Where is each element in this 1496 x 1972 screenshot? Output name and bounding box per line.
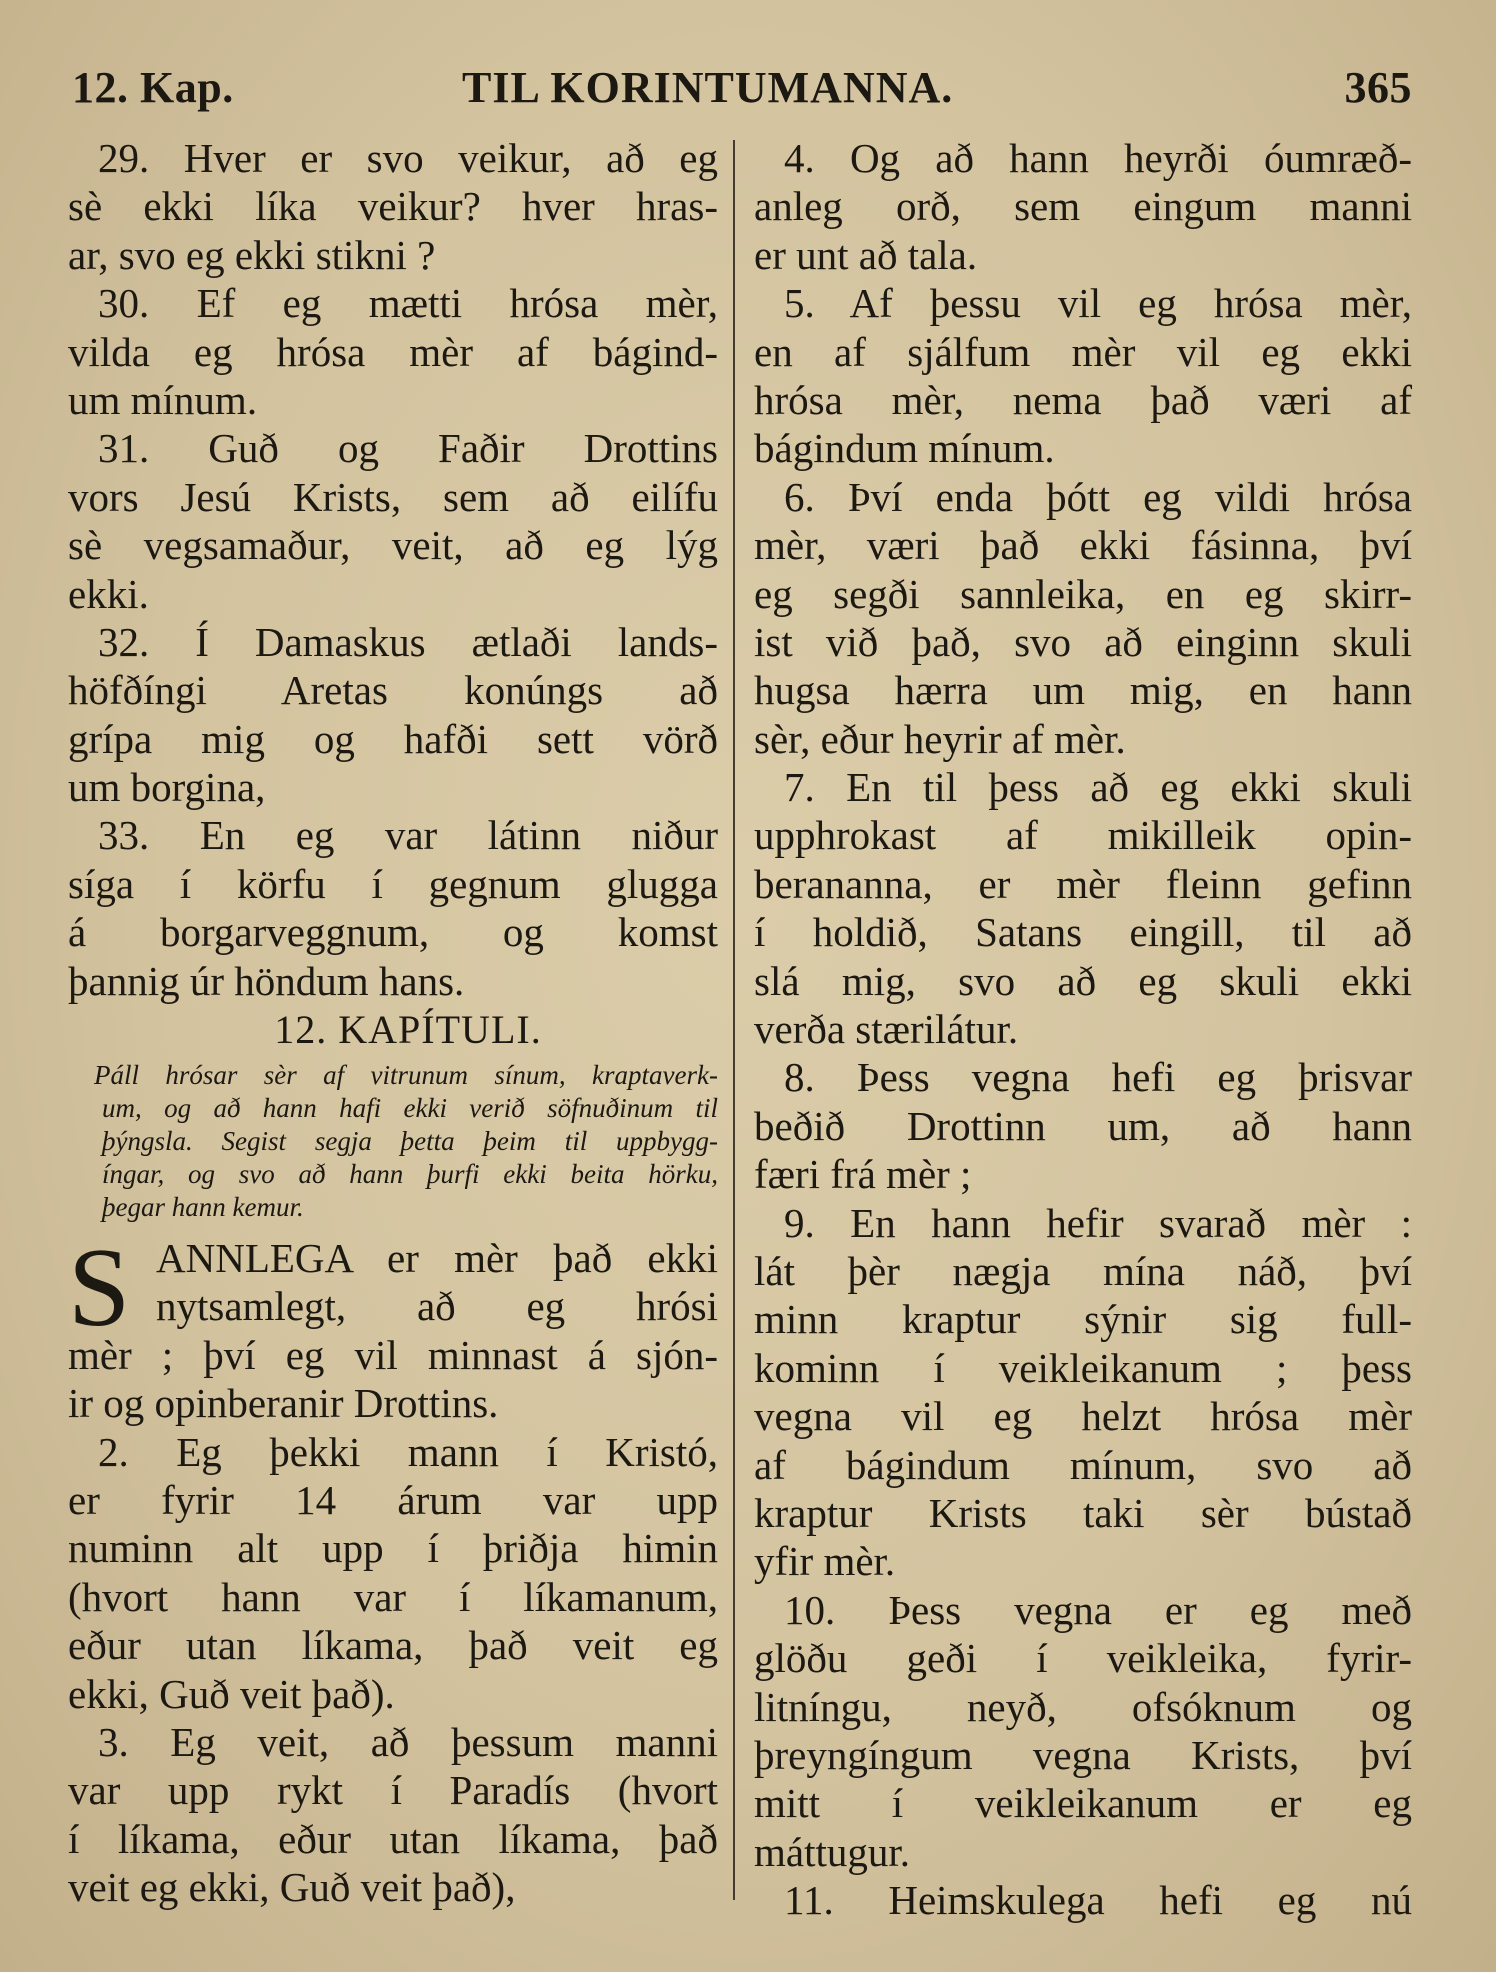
text-line: grípa mig og hafði sett vörð: [68, 715, 718, 762]
text-line: 33. En eg var látinn niður: [98, 812, 718, 859]
text-line: á borgarveggnum, og komst: [68, 909, 718, 956]
text-line: glöðu geði í veikleika, fyrir-: [754, 1635, 1412, 1682]
verse-paragraph: [754, 279, 1412, 473]
text-line: 31. Guð og Faðir Drottins: [98, 425, 718, 472]
text-line: mitt í veikleikanum er eg: [754, 1780, 1412, 1827]
text-line: en af sjálfum mèr vil eg ekki: [754, 328, 1412, 375]
text-line: hugsa hærra um mig, en hann: [754, 667, 1412, 714]
summary-line: um, og að hann hafi ekki verið söfnuðinum til: [102, 1093, 718, 1124]
text-line: sè ekki líka veikur? hver hras-: [68, 183, 718, 230]
text-line: eður utan líkama, það veit eg: [68, 1622, 718, 1669]
column-divider: [733, 140, 735, 1900]
text-line: bágindum mínum.: [754, 425, 1055, 472]
verse-paragraph: [754, 1876, 1412, 1924]
book-title: TIL KORINTUMANNA.: [462, 63, 954, 112]
text-line: lát þèr nægja mína náð, því: [754, 1247, 1412, 1294]
text-line: ist við það, svo að einginn skuli: [754, 618, 1412, 665]
right-column: [754, 134, 1412, 1924]
text-line: 30. Ef eg mætti hrósa mèr,: [98, 280, 718, 327]
text-line: 11. Heimskulega hefi eg nú: [784, 1877, 1412, 1924]
text-line: vors Jesú Krists, sem að eilífu: [68, 473, 718, 520]
text-line: sè vegsamaður, veit, að eg lýg: [68, 522, 718, 569]
summary-line: þýngsla. Segist segja þetta þeim til uppbygg-: [102, 1126, 718, 1157]
text-line: berananna, er mèr fleinn gefinn: [754, 860, 1412, 907]
verse-paragraph: [754, 1199, 1412, 1586]
opening-paragraph: [68, 1226, 718, 1428]
chapter-label: 12. Kap.: [72, 63, 234, 112]
text-line: þannig úr höndum hans.: [68, 957, 465, 1004]
text-line: mèr, væri það ekki fásinna, því: [754, 522, 1412, 569]
text-line: hrósa mèr, nema það væri af: [754, 376, 1412, 423]
running-header: [72, 62, 1412, 122]
text-line: ir og opinberanir Drottins.: [68, 1380, 499, 1427]
text-line: verða stærilátur.: [754, 1006, 1019, 1053]
text-line: 5. Af þessu vil eg hrósa mèr,: [784, 280, 1412, 327]
text-line: nytsamlegt, að eg hrósi: [156, 1283, 718, 1330]
text-line: höfðíngi Aretas konúngs að: [68, 667, 718, 714]
verse-paragraph: [68, 424, 718, 618]
text-line: kominn í veikleikanum ; þess: [754, 1344, 1412, 1391]
text-line: beðið Drottinn um, að hann: [754, 1102, 1412, 1149]
text-line: síga í körfu í gegnum glugga: [68, 860, 718, 907]
summary-line: þegar hann kemur.: [102, 1192, 304, 1223]
text-line: mèr ; því eg vil minnast á sjón-: [68, 1331, 718, 1378]
text-line: ekki, Guð veit það).: [68, 1670, 395, 1717]
text-line: um mínum.: [68, 376, 258, 423]
text-line: 3. Eg veit, að þessum manni: [98, 1718, 718, 1765]
text-line: vegna vil eg helzt hrósa mèr: [754, 1393, 1412, 1440]
left-column: [68, 134, 718, 1912]
verse-paragraph: [68, 618, 718, 812]
text-line: minn kraptur sýnir sig full-: [754, 1296, 1412, 1343]
text-line: upphrokast af mikilleik opin-: [754, 812, 1412, 859]
text-line: í holdið, Satans eingill, til að: [754, 909, 1412, 956]
text-line: í líkama, eður utan líkama, það: [68, 1815, 718, 1862]
text-line: litníngu, neyð, ofsóknum og: [754, 1683, 1412, 1730]
text-line: 4. Og að hann heyrði óumræð-: [784, 135, 1412, 181]
verse-paragraph: [754, 1053, 1412, 1198]
text-line: vilda eg hrósa mèr af bágind-: [68, 328, 718, 375]
drop-cap: S: [68, 1226, 131, 1351]
text-line: anleg orð, sem eingum manni: [754, 183, 1412, 230]
page-number: 365: [1344, 63, 1412, 112]
text-line: eg segði sannleika, en eg skirr-: [754, 570, 1412, 617]
text-line: af bágindum mínum, svo að: [754, 1441, 1412, 1488]
text-line: er unt að tala.: [754, 231, 978, 278]
text-line: 9. En hann hefir svarað mèr :: [784, 1199, 1412, 1246]
chapter-heading: 12. KAPÍTULI.: [274, 1007, 542, 1053]
text-line: 7. En til þess að eg ekki skuli: [784, 764, 1412, 811]
text-line: ANNLEGA er mèr það ekki: [156, 1235, 718, 1282]
text-line: veit eg ekki, Guð veit það),: [68, 1864, 516, 1911]
text-line: 32. Í Damaskus ætlaði lands-: [98, 618, 718, 665]
text-line: yfir mèr.: [754, 1538, 896, 1585]
verse-paragraph: [754, 473, 1412, 763]
text-line: numinn alt upp í þriðja himin: [68, 1525, 718, 1572]
text-line: 8. Þess vegna hefi eg þrisvar: [784, 1054, 1412, 1101]
text-line: 2. Eg þekki mann í Kristó,: [98, 1428, 718, 1475]
text-line: var upp rykt í Paradís (hvort: [68, 1767, 718, 1814]
text-line: 6. Því enda þótt eg vildi hrósa: [784, 473, 1412, 520]
verse-paragraph: [68, 134, 718, 279]
text-line: (hvort hann var í líkamanum,: [68, 1573, 718, 1620]
text-line: þreyngíngum vegna Krists, því: [754, 1731, 1412, 1778]
text-line: 10. Þess vegna er eg með: [784, 1586, 1412, 1633]
text-line: er fyrir 14 árum var upp: [68, 1476, 718, 1523]
verse-paragraph: [68, 1718, 718, 1912]
verse-paragraph: [68, 811, 718, 1005]
text-line: um borgina,: [68, 764, 266, 811]
text-line: slá mig, svo að eg skuli ekki: [754, 957, 1412, 1004]
text-line: sèr, eður heyrir af mèr.: [754, 715, 1126, 762]
text-line: kraptur Krists taki sèr bústað: [754, 1489, 1412, 1536]
text-line: 29. Hver er svo veikur, að eg: [98, 135, 718, 181]
text-line: ekki.: [68, 570, 149, 617]
summary-line: Páll hrósar sèr af vitrunum sínum, kraptaverk-: [94, 1060, 718, 1091]
text-line: máttugur.: [754, 1828, 911, 1875]
text-line: ar, svo eg ekki stikni ?: [68, 231, 436, 278]
chapter-summary: [68, 1059, 718, 1224]
verse-paragraph: [68, 279, 718, 424]
summary-line: íngar, og svo að hann þurfi ekki beita hörku,: [102, 1159, 718, 1190]
verse-paragraph: [754, 763, 1412, 1053]
verse-paragraph: [754, 1586, 1412, 1876]
text-line: færi frá mèr ;: [754, 1151, 972, 1198]
verse-paragraph: [68, 1428, 718, 1718]
verse-paragraph: [754, 134, 1412, 279]
